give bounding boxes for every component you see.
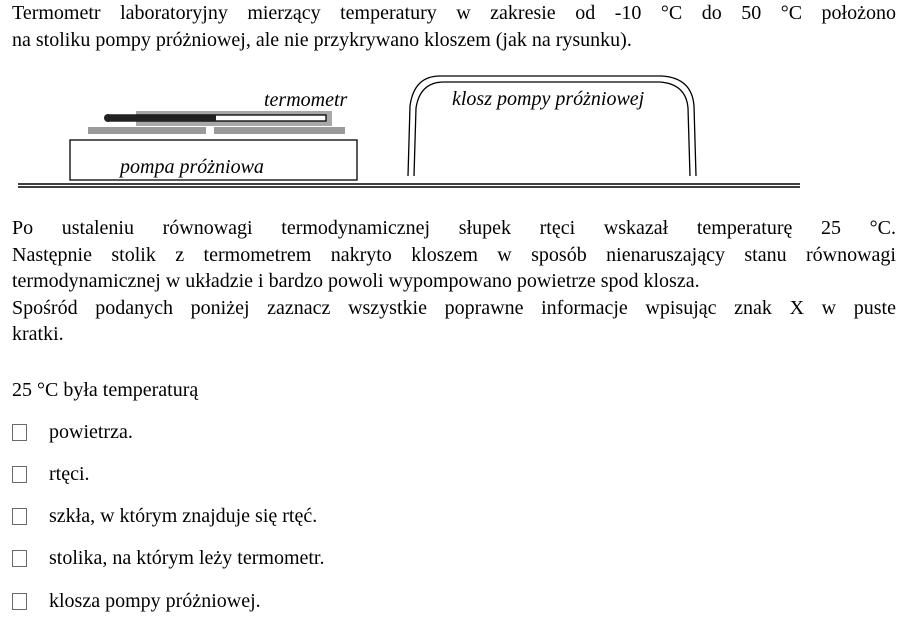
option-label-mercury: rtęci. (49, 463, 90, 485)
thermometer-label: termometr (264, 89, 348, 111)
table-stripe-left (88, 127, 206, 134)
question-prompt: 25 °C była temperaturą (12, 379, 199, 401)
pump-label: pompa próżniowa (120, 156, 264, 178)
option-mercury (12, 461, 90, 487)
intro-line-2: na stoliku pompy próżniowej, ale nie przykrywano kloszem (jak na rysunku). (12, 28, 632, 51)
intro-paragraph (12, 0, 896, 53)
bell-jar-label: klosz pompy próżniowej (452, 88, 645, 110)
body-line-3: termodynamicznej w układzie i bardzo powoli wypompowano powietrze spod klosza. (12, 270, 700, 292)
checkbox-table[interactable] (12, 550, 27, 567)
thermometer-bulb (104, 114, 112, 122)
option-glass (12, 503, 317, 529)
checkbox-bell-jar[interactable] (12, 593, 27, 610)
option-air (12, 419, 133, 445)
option-label-air: powietrza. (49, 421, 133, 443)
checkbox-mercury[interactable] (12, 466, 27, 483)
body-paragraph (12, 215, 896, 348)
apparatus-diagram (0, 70, 908, 200)
body-line-4: Spośród podanych poniżej zaznacz wszystkie poprawne informacje wpisując znak X w puste (12, 296, 896, 319)
option-label-bell-jar: klosza pompy próżniowej. (49, 590, 261, 612)
mercury-column (108, 115, 216, 121)
body-line-2: Następnie stolik z termometrem nakryto kloszem w sposób nienaruszający stanu równowagi (12, 243, 896, 266)
body-line-5: kratki. (12, 323, 64, 345)
option-bell-jar (12, 588, 261, 614)
table-stripe-right (214, 127, 345, 134)
checkbox-air[interactable] (12, 424, 27, 441)
checkbox-glass[interactable] (12, 508, 27, 525)
option-label-table: stolika, na którym leży termometr. (49, 547, 325, 569)
option-label-glass: szkła, w którym znajduje się rtęć. (49, 505, 318, 527)
option-table (12, 545, 325, 571)
intro-line-1: Termometr laboratoryjny mierzący temperatury w zakresie od -10 °C do 50 °C położono (12, 2, 896, 24)
body-line-1: Po ustaleniu równowagi termodynamicznej słupek rtęci wskazał temperaturę 25 °C. (12, 217, 896, 239)
